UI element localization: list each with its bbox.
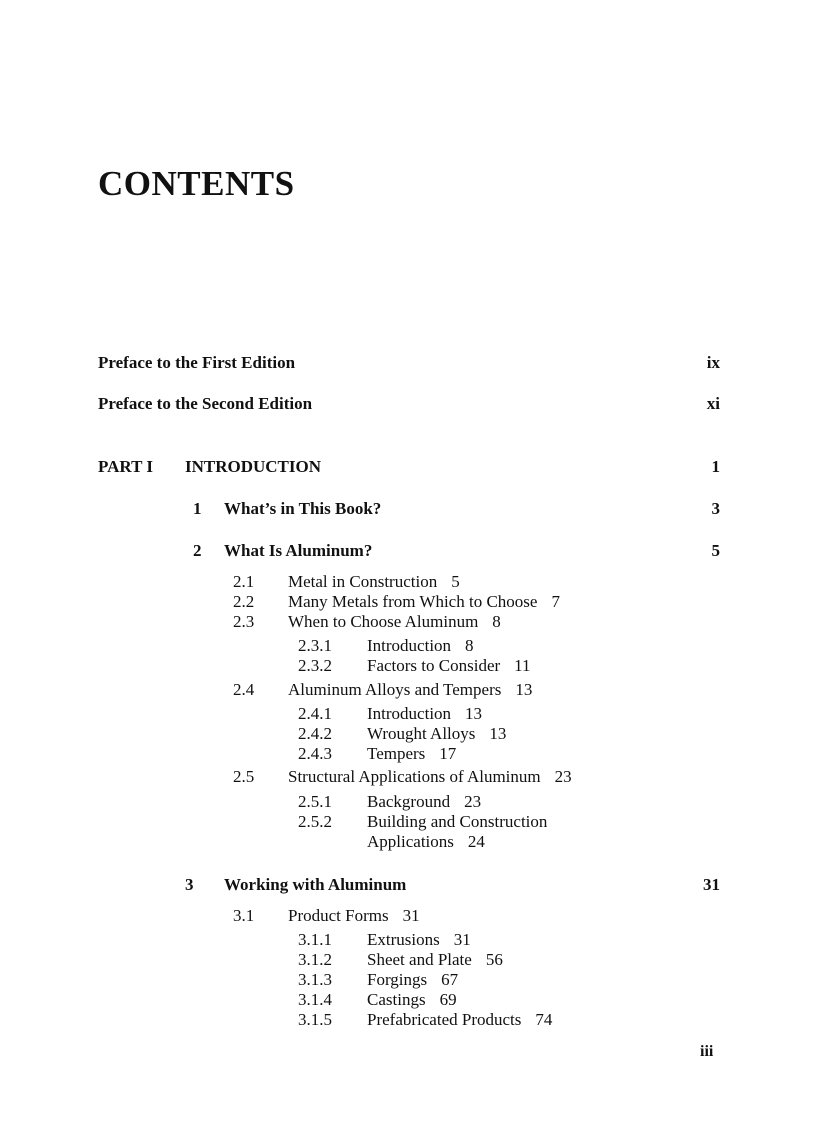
- chapter-title[interactable]: Working with Aluminum: [224, 875, 407, 894]
- subsection-entry[interactable]: [367, 990, 457, 1010]
- section-entry[interactable]: [288, 572, 460, 592]
- chapter-number: 1: [193, 499, 202, 518]
- toc-page-preface-first: ix: [706, 353, 720, 372]
- subsection-entry[interactable]: [367, 930, 471, 950]
- subsection-entry-continued[interactable]: [367, 832, 485, 852]
- subsection-entry[interactable]: [367, 656, 531, 676]
- chapter-number: 3: [185, 875, 194, 894]
- subsection-number: 2.4.2: [298, 724, 332, 743]
- subsection-page: 69: [439, 990, 457, 1009]
- page-title: CONTENTS: [98, 164, 295, 203]
- subsection-title: Castings: [367, 990, 426, 1009]
- section-page: 8: [492, 612, 501, 631]
- section-number: 2.5: [233, 767, 255, 786]
- subsection-title: Introduction: [367, 704, 452, 723]
- section-title: Product Forms: [288, 906, 389, 925]
- subsection-entry[interactable]: [367, 1010, 552, 1030]
- subsection-page: 17: [439, 744, 457, 763]
- toc-entry-preface-second[interactable]: Preface to the Second Edition: [98, 394, 313, 413]
- subsection-page: 56: [485, 950, 503, 969]
- chapter-page: 3: [711, 499, 720, 518]
- section-title: Structural Applications of Aluminum: [288, 767, 541, 786]
- subsection-title: Wrought Alloys: [367, 724, 476, 743]
- subsection-page: 11: [514, 656, 531, 675]
- subsection-page: 74: [535, 1010, 553, 1029]
- subsection-title: Applications: [367, 832, 454, 851]
- subsection-number: 2.5.2: [298, 812, 332, 831]
- section-entry[interactable]: [288, 906, 420, 926]
- subsection-title: Extrusions: [367, 930, 440, 949]
- toc-page-preface-second: xi: [706, 394, 720, 413]
- page-folio: iii: [700, 1043, 714, 1060]
- toc-entry-preface-first[interactable]: Preface to the First Edition: [98, 353, 296, 372]
- subsection-page: 31: [453, 930, 471, 949]
- section-number: 3.1: [233, 906, 255, 925]
- subsection-page: 13: [465, 704, 483, 723]
- section-entry[interactable]: [288, 767, 572, 787]
- subsection-page: 24: [467, 832, 485, 851]
- subsection-number: 2.3.1: [298, 636, 332, 655]
- section-entry[interactable]: [288, 592, 560, 612]
- chapter-page: 31: [703, 875, 720, 894]
- subsection-title: Sheet and Plate: [367, 950, 472, 969]
- section-title: Metal in Construction: [288, 572, 438, 591]
- subsection-number: 2.5.1: [298, 792, 332, 811]
- subsection-entry[interactable]: [367, 704, 482, 724]
- subsection-page: 13: [489, 724, 507, 743]
- subsection-entry[interactable]: [367, 950, 503, 970]
- subsection-entry[interactable]: [367, 970, 458, 990]
- subsection-title: Background: [367, 792, 451, 811]
- subsection-entry[interactable]: [367, 792, 481, 812]
- section-entry[interactable]: [288, 680, 532, 700]
- section-page: 13: [515, 680, 533, 699]
- subsection-page: 23: [464, 792, 482, 811]
- section-page: 31: [402, 906, 420, 925]
- subsection-number: 3.1.3: [298, 970, 332, 989]
- subsection-title: Introduction: [367, 636, 452, 655]
- subsection-number: 3.1.5: [298, 1010, 332, 1029]
- subsection-entry[interactable]: Building and Construction: [367, 812, 548, 831]
- part-title[interactable]: INTRODUCTION: [185, 457, 322, 476]
- subsection-entry[interactable]: [367, 636, 474, 656]
- subsection-page: 67: [441, 970, 459, 989]
- section-number: 2.2: [233, 592, 255, 611]
- subsection-number: 2.4.3: [298, 744, 332, 763]
- subsection-number: 3.1.4: [298, 990, 332, 1009]
- subsection-title: Prefabricated Products: [367, 1010, 522, 1029]
- subsection-number: 2.3.2: [298, 656, 332, 675]
- subsection-title: Forgings: [367, 970, 428, 989]
- section-title: Many Metals from Which to Choose: [288, 592, 538, 611]
- section-title: When to Choose Aluminum: [288, 612, 479, 631]
- subsection-entry[interactable]: [367, 744, 456, 764]
- section-page: 23: [554, 767, 572, 786]
- subsection-page: 8: [465, 636, 474, 655]
- chapter-page: 5: [711, 541, 720, 560]
- part-label: PART I: [98, 457, 153, 476]
- subsection-entry[interactable]: [367, 724, 506, 744]
- section-number: 2.1: [233, 572, 255, 591]
- section-number: 2.3: [233, 612, 255, 631]
- section-entry[interactable]: [288, 612, 501, 632]
- part-page: 1: [711, 457, 720, 476]
- section-page: 5: [451, 572, 460, 591]
- chapter-number: 2: [193, 541, 202, 560]
- section-title: Aluminum Alloys and Tempers: [288, 680, 502, 699]
- subsection-number: 3.1.2: [298, 950, 332, 969]
- section-number: 2.4: [233, 680, 255, 699]
- chapter-title[interactable]: What’s in This Book?: [224, 499, 382, 518]
- section-page: 7: [551, 592, 560, 611]
- subsection-title: Tempers: [367, 744, 426, 763]
- chapter-title[interactable]: What Is Aluminum?: [224, 541, 373, 560]
- subsection-number: 3.1.1: [298, 930, 332, 949]
- subsection-number: 2.4.1: [298, 704, 332, 723]
- subsection-title: Factors to Consider: [367, 656, 501, 675]
